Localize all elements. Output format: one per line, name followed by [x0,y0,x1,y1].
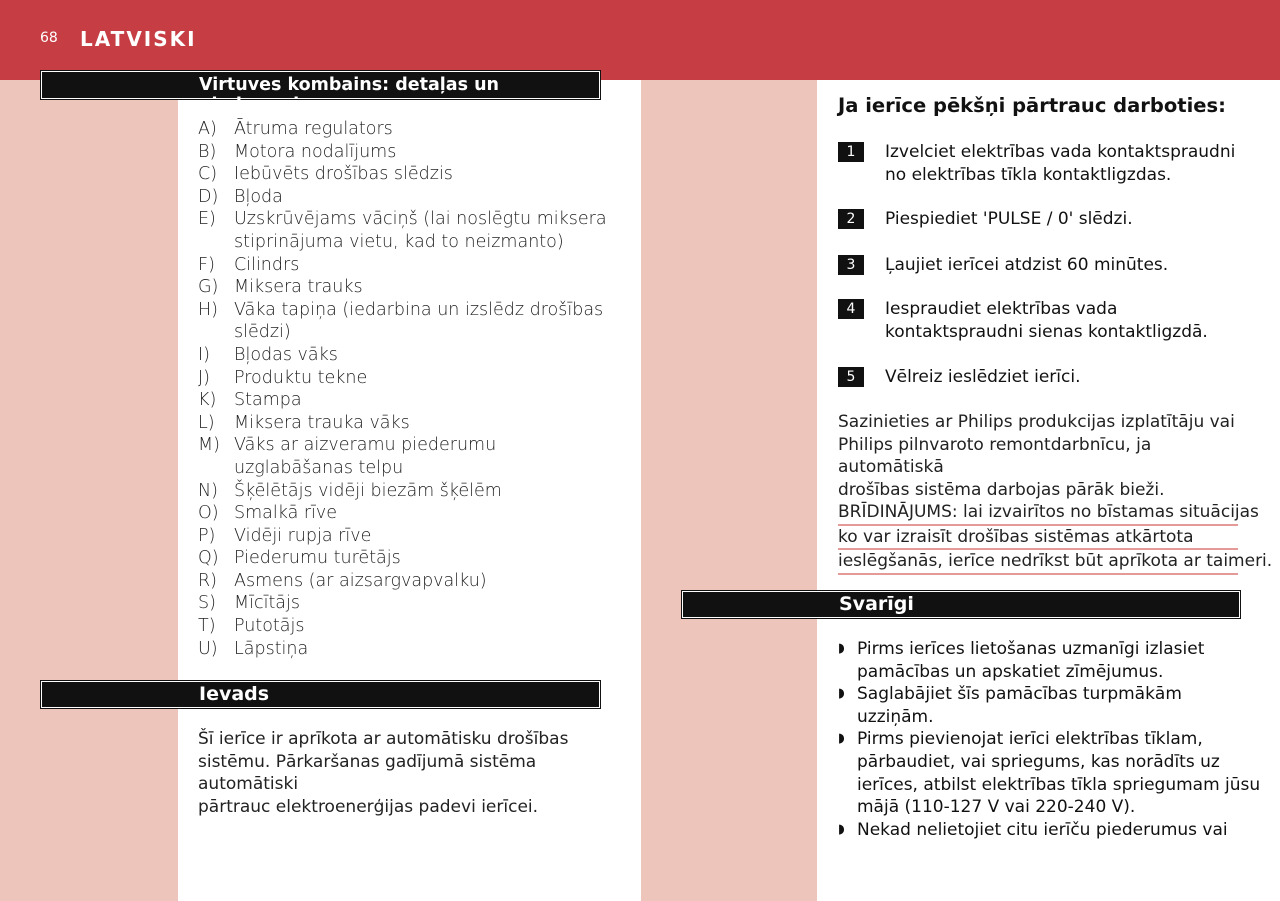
step-5 [838,366,1238,389]
important-list [838,638,1261,841]
text-line: kontaktspraudni sienas kontaktligzdā. [885,321,1208,342]
contact-paragraph [838,411,1248,501]
step-number-badge: 2 [838,209,864,229]
bullet-icon: ◗ [838,731,845,747]
stop-heading: Ja ierīce pēkšņi pārtrauc darboties: [838,94,1226,117]
list-item: Q) Piederumu turētājs [198,548,401,569]
step-number-badge: 4 [838,299,864,319]
text-line: Iespraudiet elektrības vada [885,299,1118,319]
text-line: pārtrauc elektroenerģijas padevi ierīcei. [198,796,539,817]
parts-heading-bar [41,71,600,115]
warning-line: ieslēgšanās, ierīce nedrīkst būt aprīkota ar taimeri. [838,550,1238,575]
list-item: U) Lāpstiņa [198,638,309,659]
list-item: D) Bļoda [198,186,283,207]
language-title: LATVISKI [80,27,197,51]
list-item: N) Šķēlētājs vidēji biezām šķēlēm [198,480,502,501]
page-number: 68 [40,30,58,46]
page-header [0,0,1280,80]
list-item: K) Stampa [198,390,302,411]
text-line: Sazinieties ar Philips produkcijas izplatītāju vai [838,412,1235,432]
step-number-badge: 3 [838,255,864,275]
list-item: I) Bļodas vāks [198,344,338,365]
text-line: drošības sistēma darbojas pārāk bieži. [838,479,1165,500]
list-item: T) Putotājs [198,616,305,637]
intro-heading-bar [41,681,600,708]
text-line: Izvelciet elektrības vada kontaktspraudni [885,142,1236,162]
step-2 [838,208,1238,231]
text-line: Philips pilnvaroto remontdarbnīcu, ja automātiskā [838,434,1152,478]
step-number-badge: 1 [838,142,864,162]
warning-line: BRĪDINĀJUMS: lai izvairītos no bīstamas situācijas [838,501,1238,526]
list-item: ◗ Pirms pievienojat ierīci elektrības tīklam, pārbaudiet, vai spriegums, kas norādīts uz ierīces, atbilst elektrības tīkla spriegumam jūsu mājā (110-127 V vai 220-240 V). [838,729,1261,818]
list-item: H) Vāka tapiņa (iedarbina un izslēdz drošības slēdzi) [198,299,604,343]
bullet-icon: ◗ [838,641,845,656]
list-item: S) Mīcītājs [198,593,301,614]
list-item: B) Motora nodalījums [198,141,397,162]
bullet-icon: ◗ [838,821,845,837]
list-item: C) Iebūvēts drošības slēdzis [198,164,453,185]
list-item: G) Miksera trauks [198,277,363,298]
list-item: O) Smalkā rīve [198,503,338,524]
list-item: M) Vāks ar aizveramu piederumu uzglabāšanas telpu [198,435,497,478]
text-line: Ļaujiet ierīcei atdzist 60 minūtes. [885,255,1169,275]
step-4 [838,298,1238,343]
list-item: F) Cilindrs [198,254,300,275]
text-line: Šī ierīce ir aprīkota ar automātisku drošības [198,729,569,749]
list-item: R) Asmens (ar aizsargvapvalku) [198,570,487,591]
warning-paragraph [838,501,1273,575]
step-3 [838,254,1238,277]
warning-line: ko var izraisīt drošības sistēmas atkārtota [838,526,1238,551]
list-item: J) Produktu tekne [198,367,368,388]
bullet-icon: ◗ [838,686,845,702]
list-item: A) Ātruma regulators [198,119,393,139]
middle-margin-band [641,80,817,901]
parts-list [198,118,608,660]
list-item: E) Uzskrūvējams vāciņš (lai noslēgtu miksera stiprinājuma vietu, kad to neizmanto) [198,209,607,252]
intro-heading: Ievads [199,683,270,705]
step-1 [838,141,1238,186]
parts-heading: Virtuves kombains: detaļas un piederumi [199,75,500,115]
list-item: P) Vidēji rupja rīve [198,525,372,546]
text-line: sistēmu. Pārkaršanas gadījumā sistēma automātiski [198,751,537,795]
text-line: Vēlreiz ieslēdziet ierīci. [885,367,1081,387]
text-line: no elektrības tīkla kontaktligzdas. [885,164,1172,185]
list-item: L) Miksera trauka vāks [198,412,410,433]
step-number-badge: 5 [838,367,864,387]
list-item: ◗ Nekad nelietojiet citu ierīču piederumus vai [838,819,1228,840]
list-item: ◗ Saglabājiet šīs pamācības turpmākām uzziņām. [838,684,1182,727]
important-heading: Svarīgi [839,593,914,615]
intro-paragraph [198,728,618,818]
text-line: Piespiediet 'PULSE / 0' slēdzi. [885,209,1133,229]
important-heading-bar [682,591,1240,618]
list-item: ◗ Pirms ierīces lietošanas uzmanīgi izlasiet pamācības un apskatiet zīmējumus. [838,639,1205,682]
left-margin-band [0,80,178,901]
